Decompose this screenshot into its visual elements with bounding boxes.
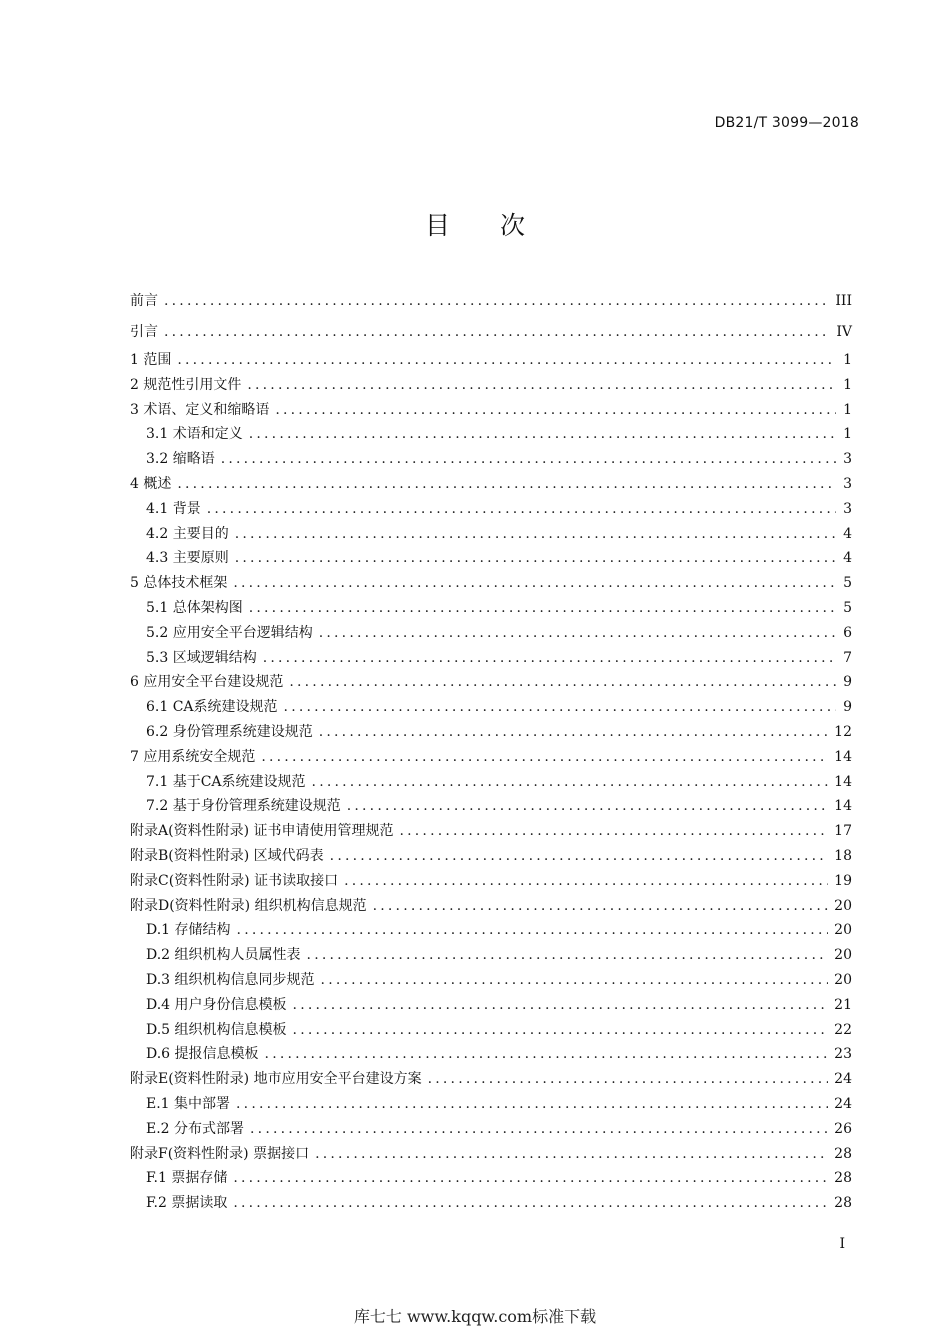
toc-entry-label: E.2 分布式部署 <box>146 1120 245 1137</box>
toc-entry[interactable] <box>130 1191 852 1216</box>
toc-entry[interactable] <box>130 646 852 671</box>
toc-entry-label: 3.1 术语和定义 <box>146 426 243 443</box>
toc-entry-label: 1 范围 <box>130 352 172 368</box>
toc-leader-dots <box>289 670 836 695</box>
toc-leader-dots <box>233 1191 828 1216</box>
toc-entry[interactable] <box>130 546 852 571</box>
toc-leader-dots <box>373 894 829 919</box>
toc-entry-label: 附录C(资料性附录) 证书读取接口 <box>130 872 339 889</box>
toc-entry-label: 附录E(资料性附录) 地市应用安全平台建设方案 <box>130 1071 422 1088</box>
toc-leader-dots <box>236 1092 828 1117</box>
toc-entry-label: 7.1 基于CA系统建设规范 <box>146 773 306 790</box>
toc-entry-label: 7.2 基于身份管理系统建设规范 <box>146 798 341 815</box>
toc-entry[interactable] <box>130 869 852 894</box>
toc-entry[interactable] <box>130 1142 852 1167</box>
toc-leader-dots <box>265 1042 829 1067</box>
toc-entry[interactable] <box>130 596 852 621</box>
toc-entry-page: 1 <box>843 401 852 418</box>
toc-leader-dots <box>428 1067 829 1092</box>
toc-entry[interactable] <box>130 1067 852 1092</box>
toc-entry-label: D.1 存储结构 <box>146 922 231 939</box>
watermark-text: 库七七 www.kqqw.com标准下载 <box>353 1307 597 1326</box>
document-code: DB21/T 3099—2018 <box>714 115 859 131</box>
toc-entry-label: 5.3 区域逻辑结构 <box>146 649 257 666</box>
toc-leader-dots <box>315 1142 828 1167</box>
toc-entry[interactable] <box>130 794 852 819</box>
toc-leader-dots <box>177 472 836 497</box>
toc-leader-dots <box>293 993 829 1018</box>
toc-entry[interactable] <box>130 1018 852 1043</box>
page-number: I <box>839 1236 845 1252</box>
toc-entry-label: 附录D(资料性附录) 组织机构信息规范 <box>130 897 367 914</box>
toc-entry-page: 28 <box>834 1145 852 1162</box>
toc-entry-label: E.1 集中部署 <box>146 1095 231 1112</box>
toc-entry[interactable] <box>130 317 852 348</box>
toc-entry-page: 14 <box>834 798 852 815</box>
toc-leader-dots <box>164 317 830 348</box>
toc-entry[interactable] <box>130 1166 852 1191</box>
toc-entry-page: III <box>835 293 852 309</box>
page-title <box>0 206 950 242</box>
toc-leader-dots <box>321 968 829 993</box>
toc-entry-page: 20 <box>834 947 852 964</box>
toc-entry-label: 6 应用安全平台建设规范 <box>130 674 284 691</box>
toc-entry-page: IV <box>836 324 852 340</box>
toc-leader-dots <box>249 596 836 621</box>
toc-entry-label: 附录B(资料性附录) 区域代码表 <box>130 847 324 864</box>
toc-entry-label: 3 术语、定义和缩略语 <box>130 401 270 418</box>
toc-entry[interactable] <box>130 348 852 373</box>
toc-entry-page: 12 <box>834 723 852 740</box>
toc-leader-dots <box>164 286 829 317</box>
toc-leader-dots <box>233 1166 828 1191</box>
toc-entry-label: 5.1 总体架构图 <box>146 599 243 616</box>
toc-leader-dots <box>344 869 828 894</box>
toc-entry-label: 4 概述 <box>130 475 172 492</box>
toc-entry[interactable] <box>130 894 852 919</box>
toc-leader-dots <box>319 720 828 745</box>
toc-entry[interactable] <box>130 1042 852 1067</box>
toc-entry-label: 6.1 CA系统建设规范 <box>146 699 278 716</box>
toc-entry[interactable] <box>130 695 852 720</box>
toc-entry-page: 3 <box>843 451 852 468</box>
toc-leader-dots <box>399 819 828 844</box>
toc-leader-dots <box>177 348 836 373</box>
toc-entry-page: 24 <box>834 1095 852 1112</box>
toc-entry[interactable] <box>130 918 852 943</box>
toc-entry-page: 20 <box>834 922 852 939</box>
toc-entry[interactable] <box>130 286 852 317</box>
toc-entry[interactable] <box>130 968 852 993</box>
toc-leader-dots <box>235 546 836 571</box>
toc-leader-dots <box>319 621 836 646</box>
toc-entry-page: 23 <box>834 1046 852 1063</box>
toc-entry-label: 5 总体技术框架 <box>130 575 228 592</box>
toc-leader-dots <box>293 1018 829 1043</box>
toc-entry[interactable] <box>130 943 852 968</box>
toc-entry-page: 3 <box>843 500 852 517</box>
toc-entry-label: D.6 提报信息模板 <box>146 1046 259 1063</box>
toc-entry[interactable] <box>130 497 852 522</box>
toc-entry-page: 5 <box>843 575 852 592</box>
toc-entry-page: 6 <box>843 624 852 641</box>
toc-entry-page: 4 <box>843 525 852 542</box>
toc-leader-dots <box>207 497 836 522</box>
toc-entry-page: 28 <box>834 1170 852 1187</box>
toc-entry-label: D.2 组织机构人员属性表 <box>146 947 301 964</box>
toc-entry[interactable] <box>130 373 852 398</box>
table-of-contents <box>130 286 852 1216</box>
toc-entry-label: 3.2 缩略语 <box>146 451 215 468</box>
toc-entry-page: 4 <box>843 550 852 567</box>
toc-entry-label: 附录A(资料性附录) 证书申请使用管理规范 <box>130 823 394 840</box>
toc-entry[interactable] <box>130 720 852 745</box>
toc-leader-dots <box>221 447 836 472</box>
toc-entry-page: 9 <box>843 699 852 716</box>
toc-entry-label: 4.2 主要目的 <box>146 525 229 542</box>
toc-entry-page: 24 <box>834 1071 852 1088</box>
toc-entry-page: 18 <box>834 847 852 864</box>
toc-entry-page: 14 <box>834 748 852 765</box>
toc-entry[interactable] <box>130 819 852 844</box>
toc-entry-label: D.3 组织机构信息同步规范 <box>146 971 315 988</box>
toc-entry-page: 17 <box>834 823 852 840</box>
toc-entry-label: 7 应用系统安全规范 <box>130 748 256 765</box>
toc-entry[interactable] <box>130 571 852 596</box>
toc-leader-dots <box>233 571 836 596</box>
toc-entry[interactable] <box>130 670 852 695</box>
toc-entry-page: 26 <box>834 1120 852 1137</box>
toc-leader-dots <box>249 422 836 447</box>
toc-entry-page: 28 <box>834 1195 852 1212</box>
toc-leader-dots <box>275 398 836 423</box>
toc-entry[interactable] <box>130 770 852 795</box>
toc-entry-page: 14 <box>834 773 852 790</box>
toc-leader-dots <box>235 522 836 547</box>
title-char-1: 目 <box>424 211 450 240</box>
toc-entry-label: F.2 票据读取 <box>146 1195 228 1212</box>
toc-leader-dots <box>330 844 829 869</box>
toc-leader-dots <box>261 745 828 770</box>
toc-entry-page: 21 <box>834 996 852 1013</box>
toc-entry-page: 1 <box>843 352 852 368</box>
toc-entry[interactable] <box>130 472 852 497</box>
toc-leader-dots <box>307 943 829 968</box>
toc-entry-label: 4.1 背景 <box>146 500 201 517</box>
toc-leader-dots <box>347 794 828 819</box>
toc-leader-dots <box>312 770 829 795</box>
toc-entry-label: 附录F(资料性附录) 票据接口 <box>130 1145 310 1162</box>
toc-entry[interactable] <box>130 745 852 770</box>
toc-entry[interactable] <box>130 1092 852 1117</box>
toc-entry-label: 4.3 主要原则 <box>146 550 229 567</box>
toc-entry[interactable] <box>130 398 852 423</box>
toc-entry-page: 22 <box>834 1021 852 1038</box>
toc-entry-label: 引言 <box>130 324 158 340</box>
toc-leader-dots <box>237 918 829 943</box>
toc-entry-page: 9 <box>843 674 852 691</box>
toc-entry[interactable] <box>130 993 852 1018</box>
toc-entry-label: F.1 票据存储 <box>146 1170 228 1187</box>
toc-entry-page: 19 <box>834 872 852 889</box>
toc-entry-page: 20 <box>834 971 852 988</box>
toc-entry-page: 20 <box>834 897 852 914</box>
toc-entry-page: 5 <box>843 599 852 616</box>
toc-entry[interactable] <box>130 422 852 447</box>
title-char-2: 次 <box>500 211 526 240</box>
toc-entry-label: 2 规范性引用文件 <box>130 376 242 393</box>
toc-entry[interactable] <box>130 522 852 547</box>
toc-leader-dots <box>250 1117 828 1142</box>
toc-entry-page: 1 <box>843 426 852 443</box>
toc-leader-dots <box>247 373 836 398</box>
toc-entry-page: 7 <box>843 649 852 666</box>
toc-leader-dots <box>284 695 836 720</box>
toc-entry-label: D.4 用户身份信息模板 <box>146 996 287 1013</box>
toc-entry-label: 前言 <box>130 293 158 309</box>
toc-entry-label: D.5 组织机构信息模板 <box>146 1021 287 1038</box>
toc-entry[interactable] <box>130 621 852 646</box>
toc-entry[interactable] <box>130 447 852 472</box>
toc-entry-label: 6.2 身份管理系统建设规范 <box>146 723 313 740</box>
toc-leader-dots <box>263 646 836 671</box>
toc-entry-page: 3 <box>843 475 852 492</box>
toc-entry[interactable] <box>130 844 852 869</box>
toc-entry-page: 1 <box>843 376 852 393</box>
toc-entry[interactable] <box>130 1117 852 1142</box>
toc-entry-label: 5.2 应用安全平台逻辑结构 <box>146 624 313 641</box>
